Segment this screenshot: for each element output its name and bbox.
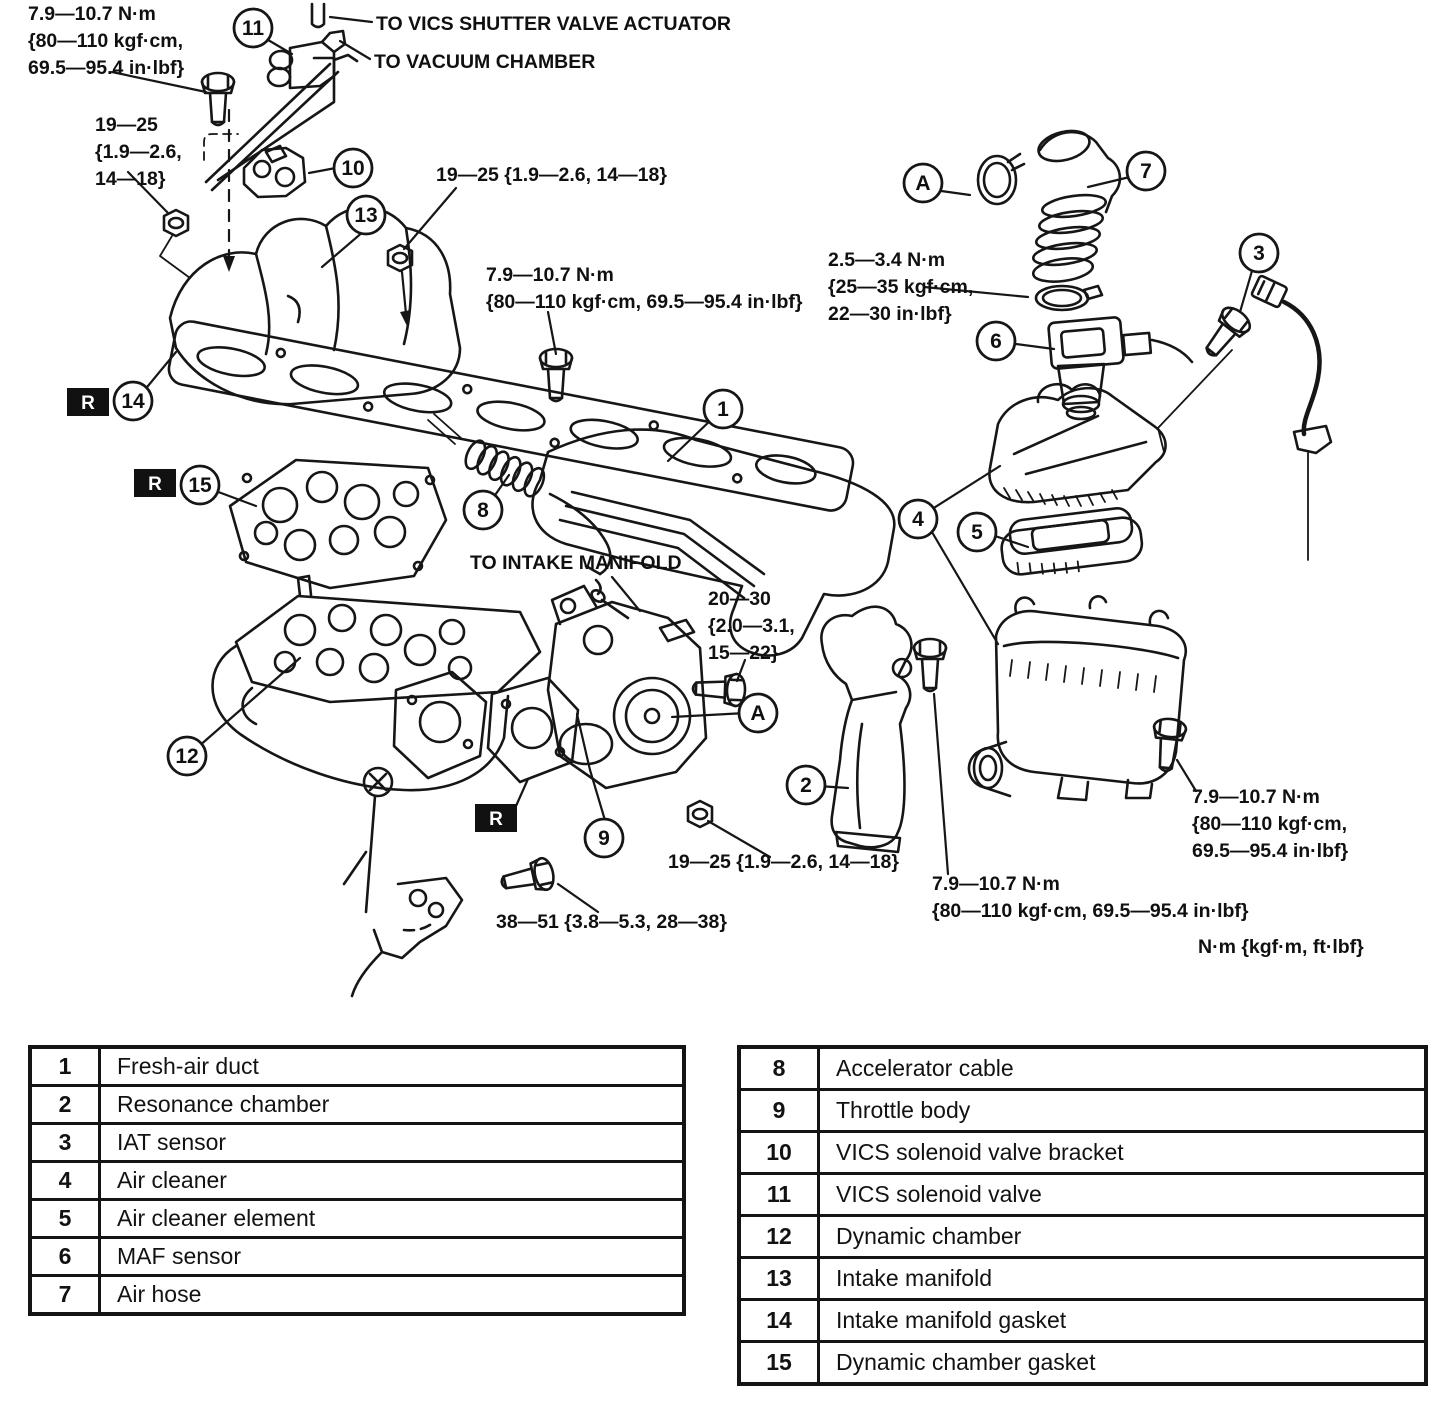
table-row <box>739 1258 1426 1300</box>
torque-spec-19-25-left: {1.9—2.6, <box>95 141 182 163</box>
air-hose-art <box>1032 126 1120 285</box>
part-label: Air cleaner <box>100 1162 685 1200</box>
dynamic-chamber-gasket-art <box>230 460 446 588</box>
svg-text:A: A <box>915 172 931 195</box>
torque-spec-top-left: 7.9—10.7 N·m <box>28 3 156 25</box>
callout-2 <box>787 766 825 804</box>
label-to-intake-manifold: TO INTAKE MANIFOLD <box>470 552 682 574</box>
callout-13 <box>347 196 385 234</box>
mounting-bracket-art <box>344 852 462 996</box>
torque-spec-7-9-right: 69.5—95.4 in·lbf} <box>1192 840 1349 862</box>
torque-spec-top-left: {80—110 kgf·cm, <box>28 30 184 52</box>
part-number: 11 <box>739 1174 819 1216</box>
torque-spec-7-9-bottom-right: {80—110 kgf·cm, 69.5—95.4 in·lbf} <box>932 900 1249 922</box>
air-cleaner-housing-art <box>969 596 1186 800</box>
part-number: 12 <box>739 1216 819 1258</box>
callout-3 <box>1240 234 1278 272</box>
table-row <box>30 1162 684 1200</box>
callout-10 <box>334 149 372 187</box>
svg-text:3: 3 <box>1253 242 1265 265</box>
r-reference-box <box>67 388 109 416</box>
hose-clamp-icons <box>978 154 1102 310</box>
part-number: 3 <box>30 1124 100 1162</box>
iat-sensor-art <box>1158 275 1331 560</box>
part-number: 8 <box>739 1047 819 1090</box>
svg-text:A: A <box>750 702 766 725</box>
part-number: 1 <box>30 1047 100 1086</box>
part-label: Fresh-air duct <box>100 1047 685 1086</box>
callout-a <box>904 164 942 202</box>
callout-5 <box>958 513 996 551</box>
svg-text:9: 9 <box>598 827 610 850</box>
svg-text:11: 11 <box>241 17 265 40</box>
svg-text:R: R <box>489 809 503 830</box>
part-number: 14 <box>739 1300 819 1342</box>
callout-14 <box>114 382 152 420</box>
svg-text:R: R <box>148 474 162 495</box>
torque-spec-7-9-center: 7.9—10.7 N·m <box>486 264 614 286</box>
part-label: MAF sensor <box>100 1238 685 1276</box>
table-row <box>739 1342 1426 1385</box>
torque-spec-20-30: 20—30 <box>708 588 771 610</box>
torque-spec-2-5-3-4: {25—35 kgf·cm, <box>828 276 974 298</box>
table-row <box>30 1200 684 1238</box>
torque-spec-19-25-left: 14—18} <box>95 168 166 190</box>
part-label: Intake manifold gasket <box>819 1300 1427 1342</box>
torque-spec-19-25-left: 19—25 <box>95 114 158 136</box>
callout-8 <box>464 491 502 529</box>
r-box-layer <box>67 388 517 832</box>
torque-spec-top-left: 69.5—95.4 in·lbf} <box>28 57 185 79</box>
part-number: 15 <box>739 1342 819 1385</box>
table-row <box>739 1216 1426 1258</box>
maf-sensor-art <box>1048 317 1192 419</box>
svg-text:7: 7 <box>1140 160 1152 183</box>
callout-11 <box>234 9 272 47</box>
svg-text:15: 15 <box>188 474 212 497</box>
air-cleaner-element-art <box>998 506 1144 581</box>
torque-spec-2-5-3-4: 22—30 in·lbf} <box>828 303 952 325</box>
vics-bracket-art <box>244 146 305 197</box>
part-label: VICS solenoid valve bracket <box>819 1132 1427 1174</box>
torque-spec-38-51: 38—51 {3.8—5.3, 28—38} <box>496 911 727 933</box>
part-label: Resonance chamber <box>100 1086 685 1124</box>
part-label: Accelerator cable <box>819 1047 1427 1090</box>
svg-text:6: 6 <box>990 330 1002 353</box>
callout-12 <box>168 737 206 775</box>
svg-text:2: 2 <box>800 774 812 797</box>
torque-spec-19-25-bottom: 19—25 {1.9—2.6, 14—18} <box>668 851 899 873</box>
table-row <box>30 1276 684 1315</box>
callout-6 <box>977 322 1015 360</box>
svg-text:5: 5 <box>971 521 983 544</box>
part-label: Air cleaner element <box>100 1200 685 1238</box>
part-label: Dynamic chamber <box>819 1216 1427 1258</box>
table-row <box>739 1174 1426 1216</box>
torque-spec-19-25-top: 19—25 {1.9—2.6, 14—18} <box>436 164 667 186</box>
label-to-vacuum-chamber: TO VACUUM CHAMBER <box>374 51 596 73</box>
part-label: Throttle body <box>819 1090 1427 1132</box>
table-row <box>739 1047 1426 1090</box>
resonance-chamber-art <box>821 607 911 852</box>
table-row <box>30 1124 684 1162</box>
callout-9 <box>585 819 623 857</box>
table-row <box>739 1300 1426 1342</box>
part-number: 4 <box>30 1162 100 1200</box>
callout-15 <box>181 466 219 504</box>
part-number: 6 <box>30 1238 100 1276</box>
intake-manifold-art <box>170 207 460 404</box>
torque-spec-20-30: 15—22} <box>708 642 779 664</box>
callout-7 <box>1127 152 1165 190</box>
part-number: 5 <box>30 1200 100 1238</box>
legend-table-right <box>737 1045 1428 1386</box>
table-row <box>739 1090 1426 1132</box>
svg-text:1: 1 <box>717 398 729 421</box>
svg-text:12: 12 <box>175 745 199 768</box>
part-number: 10 <box>739 1132 819 1174</box>
svg-text:14: 14 <box>121 390 145 413</box>
part-number: 7 <box>30 1276 100 1315</box>
torque-spec-7-9-right: {80—110 kgf·cm, <box>1192 813 1348 835</box>
callout-a <box>739 694 777 732</box>
svg-text:R: R <box>81 393 95 414</box>
table-row <box>30 1086 684 1124</box>
part-label: Intake manifold <box>819 1258 1427 1300</box>
r-reference-box <box>475 804 517 832</box>
torque-spec-20-30: {2.0—3.1, <box>708 615 795 637</box>
part-label: Dynamic chamber gasket <box>819 1342 1427 1385</box>
legend-table-left <box>28 1045 686 1316</box>
torque-spec-7-9-bottom-right: 7.9—10.7 N·m <box>932 873 1060 895</box>
table-row <box>30 1047 684 1086</box>
annotation-layer <box>28 3 1364 958</box>
svg-text:13: 13 <box>354 204 378 227</box>
part-label: VICS solenoid valve <box>819 1174 1427 1216</box>
dynamic-chamber-art <box>213 576 541 912</box>
table-row <box>30 1238 684 1276</box>
torque-spec-2-5-3-4: 2.5—3.4 N·m <box>828 249 946 271</box>
part-number: 13 <box>739 1258 819 1300</box>
label-to-vics-shutter-valve-actuator: TO VICS SHUTTER VALVE ACTUATOR <box>376 13 731 35</box>
torque-spec-7-9-right: 7.9—10.7 N·m <box>1192 786 1320 808</box>
r-reference-box <box>134 469 176 497</box>
svg-text:10: 10 <box>341 157 365 180</box>
part-number: 9 <box>739 1090 819 1132</box>
callout-4 <box>899 500 937 538</box>
units-footnote: N·m {kgf·m, ft·lbf} <box>1198 936 1364 958</box>
svg-text:4: 4 <box>912 508 924 531</box>
part-label: Air hose <box>100 1276 685 1315</box>
table-row <box>739 1132 1426 1174</box>
part-number: 2 <box>30 1086 100 1124</box>
torque-spec-7-9-center: {80—110 kgf·cm, 69.5—95.4 in·lbf} <box>486 291 803 313</box>
svg-text:8: 8 <box>477 499 489 522</box>
callout-1 <box>704 390 742 428</box>
part-label: IAT sensor <box>100 1124 685 1162</box>
